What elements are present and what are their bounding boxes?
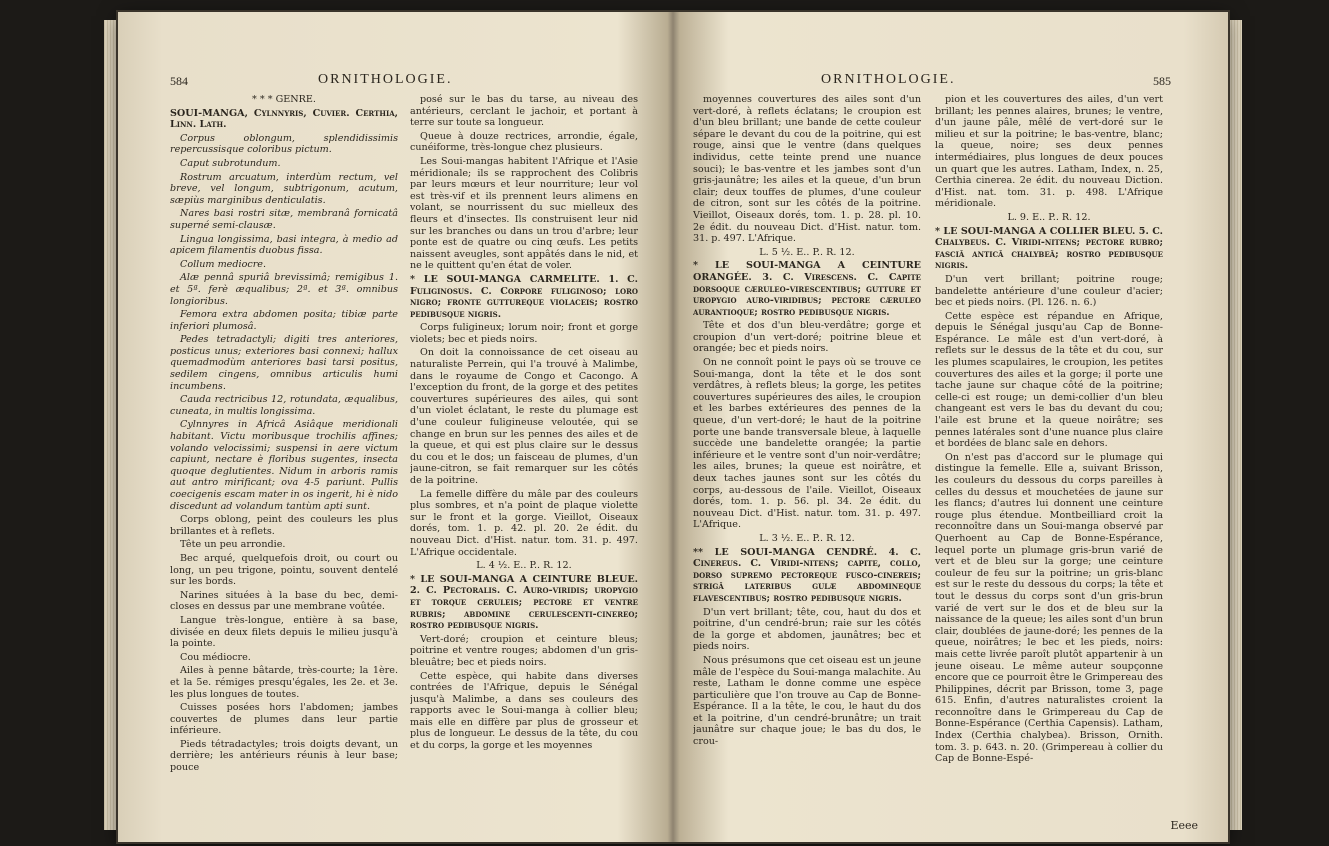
paragraph: Cette espèce est répandue en Afrique, depuis le Sénégal jusqu'au Cap de Bonne-Espérance. Le mâle est d'un vert-doré, à reflets sur le dessus de la tête et du cou, sur les plumes scapulaires, le croupion, les petites couvertures des ailes et la gorge; il porte une tache jaune sur chaque côté de la poitrine; celle-ci est rouge; un demi-collier d'un bleu changeant est vers le bas du devant du cou; l'aile est brune et la queue noirâtre; ses pennes latérales sont d'une nuance plus claire et bordées de blanc sale en dehors. bbox=[935, 310, 1163, 450]
paragraph: D'un vert brillant; poitrine rouge; bandelette antérieure d'une couleur d'acier; bec et pieds noirs. (Pl. 126. n. 6.) bbox=[935, 273, 1163, 309]
paragraph: Queue à douze rectrices, arrondie, égale, cunéiforme, très-longue chez plusieurs. bbox=[410, 130, 638, 154]
book-spread bbox=[118, 12, 1228, 842]
right-page bbox=[673, 12, 1228, 842]
paragraph: On n'est pas d'accord sur le plumage qui distingue la femelle. Elle a, suivant Brisson, les couleurs du dessous du corps pareilles à celles du dessus et mouchetées de jaune sur les flancs; d'autres lui donnent une ceinture rouge plus étendue. Montbeilliard croit la reconnoître dans un Soui-manga observé par Querhoent au Cap de Bonne-Espérance, lequel porte un plumage gris-brun varié de vert et de bleu sur la gorge; une ceinture couleur de feu sur la poitrine; un gris-blanc est sur le reste du dessous du corps; la tête et tout le dessus du corps sont d'un gris-brun varié de vert sur le dos et de bleu sur la naissance de la queue; les ailes sont d'un brun clair, doublées de jaune-doré; les pennes de la queue, noirâtres; le bec et les pieds, noirs: mais cette livrée paroît plutôt appartenir à un jeune oiseau. Le même auteur soupçonne encore que ce pourroit être le Grimpereau des Philippines, décrit par Brisson, tome 3, page 615. Enfin, d'autres naturalistes croient la reconnoître dans le Grimpereau du Cap de Bonne-Espérance (Certhia Capensis). Latham, Index (Certhia chalybea). Brisson, Ornith. tom. 3. p. 643. n. 20. (Grimpereau à collier du Cap de Bonne-Espé- bbox=[935, 451, 1163, 765]
paragraph: Pieds tétradactyles; trois doigts devant, un derrière; les antérieurs réunis à leur base; pouce bbox=[170, 738, 398, 774]
paragraph: Cou médiocre. bbox=[180, 651, 251, 663]
paragraph: SOUI-MANGA, Cylnnyris, Cuvier. Certhia, Linn. Lath. bbox=[170, 107, 398, 131]
paragraph: L. 3 ½. E.. P.. R. 12. bbox=[759, 532, 855, 544]
paragraph: * LE SOUI-MANGA A COLLIER BLEU. 5. C. Chalybeus. C. Viridi-nitens; pectore rubro; fasciâ anticâ chalybeâ; rostro pedibusque nigris. bbox=[935, 225, 1163, 272]
paragraph: Langue très-longue, entière à sa base, divisée en deux filets depuis le milieu jusqu'à la pointe. bbox=[170, 614, 398, 650]
paragraph: Lingua longissima, basi integra, à medio ad apicem filamentis duobus fissa. bbox=[170, 233, 398, 257]
paragraph: Rostrum arcuatum, interdùm rectum, vel breve, vel longum, subtrigonum, acutum, sæpiùs marginibus denticulatis. bbox=[170, 171, 398, 206]
right-column-2 bbox=[935, 94, 1163, 834]
page-edge-right bbox=[1228, 20, 1242, 830]
paragraph: L. 5 ½. E.. P.. R. 12. bbox=[759, 246, 855, 258]
paragraph: Nous présumons que cet oiseau est un jeune mâle de l'espèce du Soui-manga malachite. Au reste, Latham le donne comme une espèce particulière que l'on trouve au Cap de Bonne-Espérance. Il a la tête, le cou, le haut du dos et la poitrine, d'un cendré-brunâtre; un trait jaunâtre sur chaque joue; le bas du dos, le crou- bbox=[693, 654, 921, 748]
right-column-1 bbox=[693, 94, 921, 834]
running-head-right: ORNITHOLOGIE. bbox=[821, 72, 956, 87]
left-column-2 bbox=[410, 94, 638, 834]
paragraph: * LE SOUI-MANGA CARMELITE. 1. C. Fuliginosus. C. Corpore fuliginoso; loro nigro; fronte guttureque violaceis; rostro pedibusque nigris. bbox=[410, 273, 638, 320]
paragraph: * * * GENRE. bbox=[252, 94, 316, 105]
paragraph: Cuisses posées hors l'abdomen; jambes couvertes de plumes dans leur partie inférieure. bbox=[170, 702, 398, 737]
paragraph: ** LE SOUI-MANGA CENDRÉ. 4. C. Cinereus. C. Viridi-nitens; capite, collo, dorso supremo pectoreque fusco-cinereis; strigâ lateribus gulæ abdomineque flavescentibus; rostro pedibusque nigris. bbox=[693, 546, 921, 604]
paragraph: D'un vert brillant; tête, cou, haut du dos et poitrine, d'un cendré-brun; raie sur les côtés de la gorge et abdomen, jaunâtres; bec et pieds noirs. bbox=[693, 606, 921, 653]
paragraph: Vert-doré; croupion et ceinture bleus; poitrine et ventre rouges; abdomen d'un gris-bleuâtre; bec et pieds noirs. bbox=[410, 633, 638, 668]
paragraph: Corps oblong, peint des couleurs les plus brillantes et à reflets. bbox=[170, 514, 398, 537]
paragraph: pion et les couvertures des ailes, d'un vert brillant; les pennes alaires, brunes; le ventre, d'un jaune pâle, mêlé de vert-doré sur le milieu et sur la poitrine; le bas-ventre, blanc; la queue, noire; ses deux pennes intermédiaires, plus longues de deux pouces un quart que les autres. Latham, Index, n. 25, Certhia cinerea. 2e édit. du nouveau Diction. d'Hist. nat. tom. 31. p. 498. L'Afrique méridionale. bbox=[935, 94, 1163, 210]
paragraph: Corps fuligineux; lorum noir; front et gorge violets; bec et pieds noirs. bbox=[410, 322, 638, 345]
paragraph: moyennes couvertures des ailes sont d'un vert-doré, à reflets éclatans; le croupion est d'un bleu brillant; une bande de cette couleur sépare le devant du cou de la poitrine, qui est rouge, ainsi que le ventre (dans quelques individus, cette teinte prend une nuance souci); le bas-ventre et les jambes sont d'un gris-jaunâtre; les ailes et la queue, d'un brun clair; deux touffes de plumes, d'une couleur de citron, sont sur les côtés de la poitrine. Vieillot, Oiseaux dorés, tom. 1. p. 28. pl. 10. 2e édit. du nouveau Dict. d'Hist. natur. tom. 31. p. 497. L'Afrique. bbox=[693, 94, 921, 245]
left-page bbox=[118, 12, 673, 842]
paragraph: Nares basi rostri sitæ, membranâ fornicatâ superné semi-clausæ. bbox=[170, 208, 398, 231]
paragraph: posé sur le bas du tarse, au niveau des antérieurs, cerclant le jachoir, et portant à terre sur toute sa longueur. bbox=[410, 94, 638, 129]
paragraph: Femora extra abdomen posita; tibiæ parte inferiori plumosâ. bbox=[170, 309, 398, 332]
paragraph: Pedes tetradactyli; digiti tres anteriores, posticus unus; exteriores basi connexi; hallux quemadmodùm anteriores basi tarsi positus, sedilem cingens, omnibus articulis humi incumbens. bbox=[170, 334, 398, 392]
left-column-1 bbox=[170, 94, 398, 834]
page-edge-left bbox=[104, 20, 118, 830]
paragraph: Cauda rectricibus 12, rotundata, æqualibus, cuneata, in multis longissima. bbox=[170, 394, 398, 417]
paragraph: * LE SOUI-MANGA A CEINTURE BLEUE. 2. C. Pectoralis. C. Auro-viridis; uropygio et torque ceruleis; pectore et ventre rubris; abdomine cerulescenti-cinereo; rostro pedibusque nigris. bbox=[410, 573, 638, 632]
paragraph: Caput subrotundum. bbox=[180, 157, 281, 169]
paragraph: L. 9. E.. P.. R. 12. bbox=[1007, 211, 1091, 223]
paragraph: Collum mediocre. bbox=[180, 258, 267, 270]
paragraph: Cylnnyres in Africâ Asiâque meridionali habitant. Victu moribusque trochilis affines; volando velocissimi; suspensi in aere victum capiunt, nectare è floribus sugentes, insecta quoque deglutientes. Nidum in arboris ramis aut antro mirificant; ova 4-5 pariunt. Pullis coecigenis escam mater in os ingerit, hi è nido discedunt ad volandum tantùm apti sunt. bbox=[170, 419, 398, 512]
paragraph: Ailes à penne bâtarde, très-courte; la 1ère. et la 5e. rémiges presqu'égales, les 2e. et 3e. les plus longues de toutes. bbox=[170, 665, 398, 700]
signature-mark: Eeee bbox=[1170, 819, 1198, 832]
running-head-left: ORNITHOLOGIE. bbox=[318, 72, 453, 87]
paragraph: La femelle diffère du mâle par des couleurs plus sombres, et n'a point de plaque violette sur le front et la gorge. Vieillot, Oiseaux dorés, tom. 1. p. 42. pl. 20. 2e édit. du nouveau Dict. d'Hist. natur. tom. 31. p. 497. L'Afrique occidentale. bbox=[410, 488, 638, 558]
paragraph: On ne connoît point le pays où se trouve ce Soui-manga, dont la tête et le dos sont verdâtres, à reflets bleus; la gorge, les petites couvertures supérieures des ailes, le croupion et les barbes extérieures des pennes de la queue, d'un vert-doré; le haut de la poitrine porte une bande transversale bleue, à laquelle succède une bandelette orangée; la partie inférieure et le ventre sont d'un noir-verdâtre; les ailes, brunes; la queue est noirâtre, et deux taches jaunes sont sur les côtés du corps, au-dessous de l'aile. Vieillot, Oiseaux dorés, tom. 1. p. 56. pl. 34. 2e édit. du nouveau Dict. d'Hist. natur. tom. 31. p. 497. L'Afrique. bbox=[693, 357, 921, 531]
paragraph: Tête un peu arrondie. bbox=[180, 539, 286, 551]
paragraph: Narines situées à la base du bec, demi-closes en dessus par une membrane voûtée. bbox=[170, 589, 398, 613]
page-number-left: 584 bbox=[170, 74, 188, 88]
paragraph: L. 4 ½. E.. P.. R. 12. bbox=[476, 560, 572, 572]
paragraph: Bec arqué, quelquefois droit, ou court ou long, un peu trigone, pointu, souvent dentelé sur les bords. bbox=[170, 552, 398, 588]
paragraph: Alæ pennâ spuriâ brevissimâ; remigibus 1. et 5ª. ferè æqualibus; 2ª. et 3ª. omnibus longioribus. bbox=[170, 272, 398, 307]
paragraph: Corpus oblongum, splendidissimis repercussisque coloribus pictum. bbox=[170, 132, 398, 156]
paragraph: Les Soui-mangas habitent l'Afrique et l'Asie méridionale; ils se rapprochent des Colibris par leurs mœurs et leur nourriture; leur vol est très-vif et ils prennent leurs alimens en volant, se nourrissent du suc mielleux des fleurs et d'insectes. Ils construisent leur nid sur les branches ou dans un trou d'arbre; leur ponte est de quatre ou cinq œufs. Les petits naissent aveugles, sont appâtés dans le nid, et ne le quittent qu'en état de voler. bbox=[410, 155, 638, 272]
paragraph: Cette espèce, qui habite dans diverses contrées de l'Afrique, depuis le Sénégal jusqu'à Malimbe, a dans ses couleurs des rapports avec le Soui-manga à collier bleu; mais elle en diffère par plus de grosseur et plus de longueur. Le dessus de la tête, du cou et du corps, la gorge et les moyennes bbox=[410, 670, 638, 752]
paragraph: On doit la connoissance de cet oiseau au naturaliste Perrein, qui l'a trouvé à Malimbe, dans le royaume de Congo et Cacongo. A l'exception du front, de la gorge et des petites couvertures supérieures des ailes, qui sont d'un violet éclatant, le reste du plumage est d'une couleur fuligineuse veloutée, qui se change en brun sur les pennes des ailes et de la queue, et qui est plus claire sur le dessus du cou et le dos; un faisceau de plumes, d'un jaune-citron, se fait remarquer sur les côtés de la poitrine. bbox=[410, 347, 638, 486]
paragraph: * LE SOUI-MANGA A CEINTURE ORANGÉE. 3. C. Virescens. C. Capite dorsoque cæruleo-virescentibus; gutture et uropygio auro-viridibus; pectore cæruleo aurantioque; rostro pedibusque nigris. bbox=[693, 260, 921, 318]
page-number-right: 585 bbox=[1153, 74, 1171, 88]
paragraph: Tête et dos d'un bleu-verdâtre; gorge et croupion d'un vert-doré; poitrine bleue et orangée; bec et pieds noirs. bbox=[693, 320, 921, 355]
